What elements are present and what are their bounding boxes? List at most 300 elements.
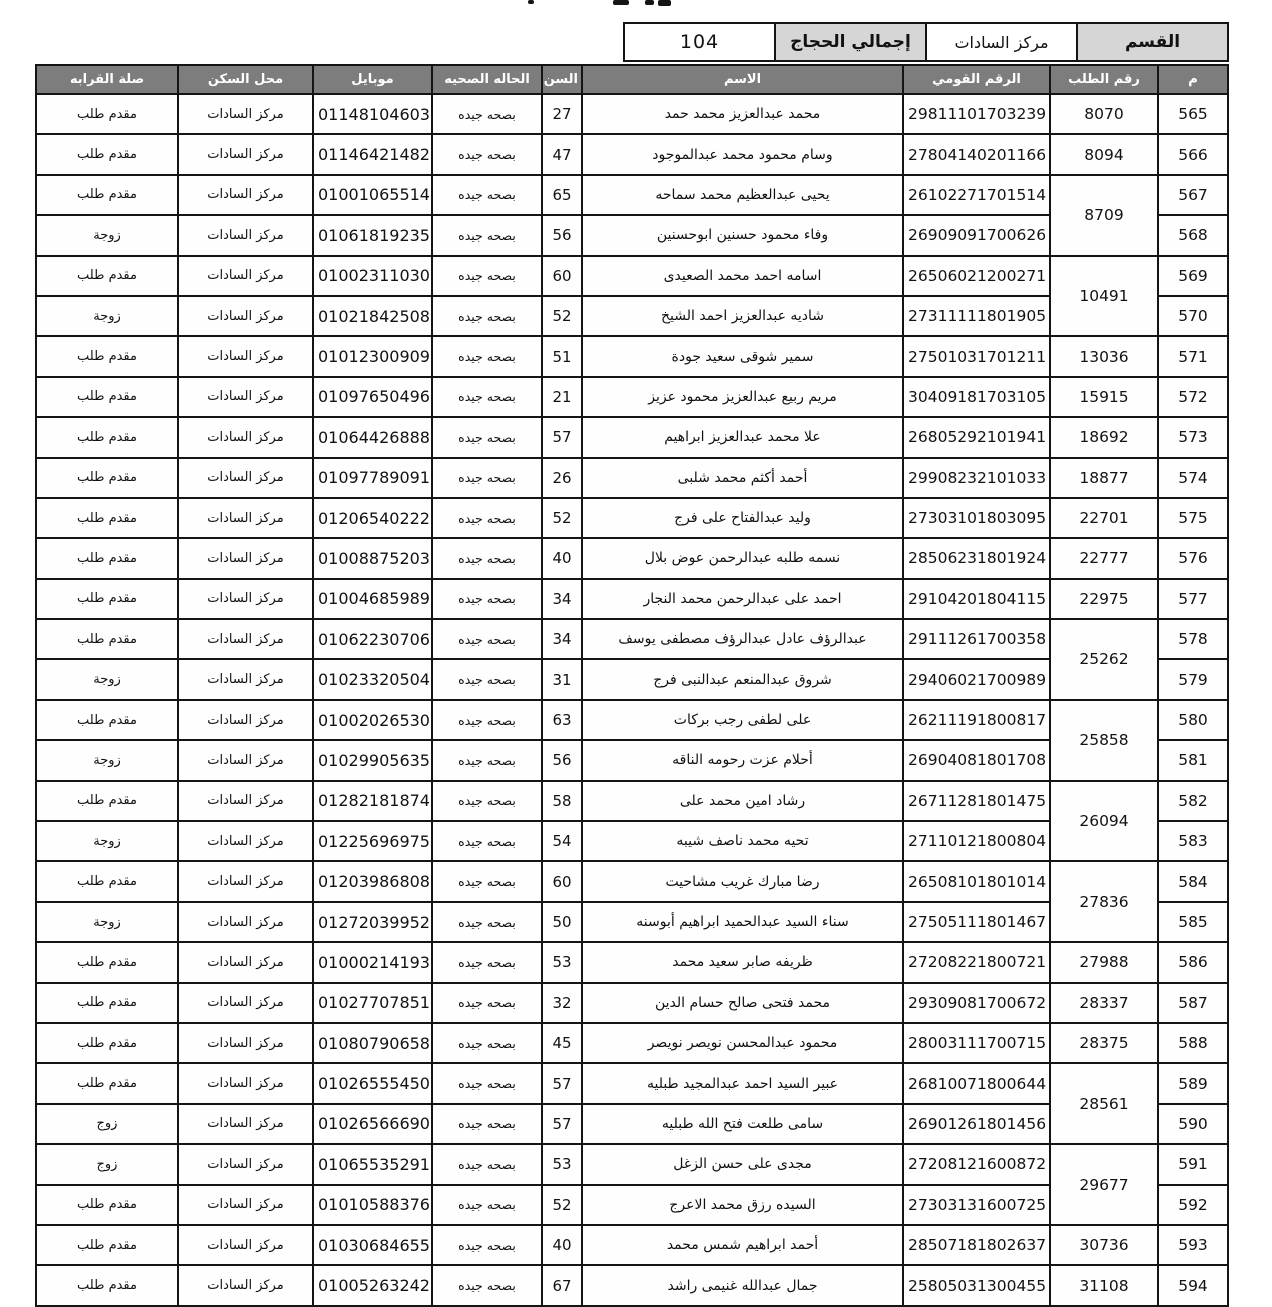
cell-national_id: 26909091700626 <box>903 215 1050 255</box>
cell-no: 572 <box>1158 377 1228 417</box>
cell-no: 577 <box>1158 579 1228 619</box>
cell-name: محمود عبدالمحسن نويصر نويصر <box>582 1023 903 1063</box>
cell-national_id: 29111261700358 <box>903 619 1050 659</box>
cell-age: 54 <box>542 821 582 861</box>
cell-mobile: 01064426888 <box>313 417 432 457</box>
cell-name: محمد فتحى صالح حسام الدين <box>582 983 903 1023</box>
table-row <box>36 1144 1228 1184</box>
cell-age: 47 <box>542 134 582 174</box>
cell-mobile: 01012300909 <box>313 336 432 376</box>
cell-health: بصحه جيده <box>432 902 542 942</box>
cell-health: بصحه جيده <box>432 1185 542 1225</box>
cell-mobile: 01002311030 <box>313 256 432 296</box>
cell-mobile: 01061819235 <box>313 215 432 255</box>
cell-relation: زوجة <box>36 659 178 699</box>
cell-name: سناء السيد عبدالحميد ابراهيم أبوسنه <box>582 902 903 942</box>
cell-national_id: 30409181703105 <box>903 377 1050 417</box>
pilgrims-table <box>35 64 1229 1307</box>
cell-health: بصحه جيده <box>432 94 542 134</box>
cell-mobile: 01206540222 <box>313 498 432 538</box>
cell-age: 58 <box>542 781 582 821</box>
cell-health: بصحه جيده <box>432 1104 542 1144</box>
cell-relation: مقدم طلب <box>36 458 178 498</box>
cell-request: 8070 <box>1050 94 1158 134</box>
cell-national_id: 28507181802637 <box>903 1225 1050 1265</box>
cell-no: 574 <box>1158 458 1228 498</box>
cell-mobile: 01062230706 <box>313 619 432 659</box>
cell-residence: مركز السادات <box>178 296 313 336</box>
table-row <box>36 336 1228 376</box>
cell-mobile: 01004685989 <box>313 579 432 619</box>
cell-relation: مقدم طلب <box>36 861 178 901</box>
cell-age: 27 <box>542 94 582 134</box>
cell-residence: مركز السادات <box>178 1023 313 1063</box>
cell-mobile: 01023320504 <box>313 659 432 699</box>
cell-national_id: 27110121800804 <box>903 821 1050 861</box>
cell-request: 25262 <box>1050 619 1158 700</box>
cell-name: أحلام عزت رحومه الناقه <box>582 740 903 780</box>
cell-request: 22777 <box>1050 538 1158 578</box>
cell-age: 57 <box>542 1104 582 1144</box>
cell-relation: مقدم طلب <box>36 1185 178 1225</box>
cell-relation: مقدم طلب <box>36 1265 178 1305</box>
cell-age: 60 <box>542 256 582 296</box>
cell-age: 57 <box>542 417 582 457</box>
cell-national_id: 27303131600725 <box>903 1185 1050 1225</box>
cell-health: بصحه جيده <box>432 781 542 821</box>
cell-national_id: 27208221800721 <box>903 942 1050 982</box>
cell-age: 26 <box>542 458 582 498</box>
cell-health: بصحه جيده <box>432 740 542 780</box>
cell-national_id: 27303101803095 <box>903 498 1050 538</box>
cell-age: 63 <box>542 700 582 740</box>
cell-age: 50 <box>542 902 582 942</box>
cell-name: على لطفى رجب بركات <box>582 700 903 740</box>
table-row <box>36 1225 1228 1265</box>
cell-mobile: 01001065514 <box>313 175 432 215</box>
cell-name: شاديه عبدالعزيز احمد الشيخ <box>582 296 903 336</box>
cell-residence: مركز السادات <box>178 134 313 174</box>
cell-national_id: 26810071800644 <box>903 1063 1050 1103</box>
cell-health: بصحه جيده <box>432 538 542 578</box>
table-row <box>36 417 1228 457</box>
cell-no: 589 <box>1158 1063 1228 1103</box>
cell-age: 34 <box>542 579 582 619</box>
cell-request: 25858 <box>1050 700 1158 781</box>
cell-name: سامى طلعت فتح الله طبليه <box>582 1104 903 1144</box>
cell-mobile: 01203986808 <box>313 861 432 901</box>
cell-age: 52 <box>542 498 582 538</box>
cell-no: 590 <box>1158 1104 1228 1144</box>
cell-no: 579 <box>1158 659 1228 699</box>
cell-residence: مركز السادات <box>178 256 313 296</box>
table-row <box>36 1185 1228 1225</box>
table-row <box>36 983 1228 1023</box>
cell-national_id: 26102271701514 <box>903 175 1050 215</box>
cell-age: 34 <box>542 619 582 659</box>
cell-request: 10491 <box>1050 256 1158 337</box>
cell-no: 594 <box>1158 1265 1228 1305</box>
cell-no: 584 <box>1158 861 1228 901</box>
cell-age: 21 <box>542 377 582 417</box>
cell-name: مجدى على حسن الزغل <box>582 1144 903 1184</box>
cell-no: 591 <box>1158 1144 1228 1184</box>
col-header-name: الاسم <box>582 65 903 94</box>
cell-relation: مقدم طلب <box>36 377 178 417</box>
cell-relation: مقدم طلب <box>36 619 178 659</box>
cell-no: 587 <box>1158 983 1228 1023</box>
cell-request: 28337 <box>1050 983 1158 1023</box>
table-header-row <box>36 65 1228 94</box>
cell-request: 22975 <box>1050 579 1158 619</box>
cell-name: سمير شوقى سعيد جودة <box>582 336 903 376</box>
cell-national_id: 27208121600872 <box>903 1144 1050 1184</box>
table-row <box>36 659 1228 699</box>
cell-health: بصحه جيده <box>432 377 542 417</box>
cell-mobile: 01026566690 <box>313 1104 432 1144</box>
cell-residence: مركز السادات <box>178 215 313 255</box>
cell-request: 8709 <box>1050 175 1158 256</box>
cell-mobile: 01021842508 <box>313 296 432 336</box>
cell-request: 27836 <box>1050 861 1158 942</box>
cell-name: جمال عبدالله غنيمى راشد <box>582 1265 903 1305</box>
cell-national_id: 28506231801924 <box>903 538 1050 578</box>
cell-request: 22701 <box>1050 498 1158 538</box>
table-row <box>36 1265 1228 1305</box>
cell-age: 52 <box>542 296 582 336</box>
cell-name: وفاء محمود حسنين ابوحسنين <box>582 215 903 255</box>
col-header-no: م <box>1158 65 1228 94</box>
cell-relation: زوجة <box>36 740 178 780</box>
cell-age: 40 <box>542 538 582 578</box>
cell-no: 571 <box>1158 336 1228 376</box>
cell-name: مريم ربيع عبدالعزيز محمود عزيز <box>582 377 903 417</box>
col-header-national_id: الرقم القومي <box>903 65 1050 94</box>
cell-health: بصحه جيده <box>432 1023 542 1063</box>
cell-request: 26094 <box>1050 781 1158 862</box>
cell-national_id: 26901261801456 <box>903 1104 1050 1144</box>
cell-national_id: 26805292101941 <box>903 417 1050 457</box>
cell-health: بصحه جيده <box>432 659 542 699</box>
table-row <box>36 296 1228 336</box>
cell-name: رشاد امين محمد على <box>582 781 903 821</box>
cell-relation: مقدم طلب <box>36 1063 178 1103</box>
cell-no: 581 <box>1158 740 1228 780</box>
cell-name: تحيه محمد ناصف شيبه <box>582 821 903 861</box>
cell-name: احمد على عبدالرحمن محمد النجار <box>582 579 903 619</box>
cell-request: 29677 <box>1050 1144 1158 1225</box>
cell-request: 27988 <box>1050 942 1158 982</box>
cell-residence: مركز السادات <box>178 781 313 821</box>
cell-relation: مقدم طلب <box>36 983 178 1023</box>
col-header-mobile: موبايل <box>313 65 432 94</box>
cell-national_id: 27501031701211 <box>903 336 1050 376</box>
table-row <box>36 781 1228 821</box>
cell-health: بصحه جيده <box>432 296 542 336</box>
cell-name: السيده رزق محمد الاعرج <box>582 1185 903 1225</box>
cell-health: بصحه جيده <box>432 619 542 659</box>
cell-health: بصحه جيده <box>432 821 542 861</box>
cell-mobile: 01000214193 <box>313 942 432 982</box>
cell-health: بصحه جيده <box>432 175 542 215</box>
cell-national_id: 29104201804115 <box>903 579 1050 619</box>
cell-mobile: 01097650496 <box>313 377 432 417</box>
cell-health: بصحه جيده <box>432 417 542 457</box>
cell-residence: مركز السادات <box>178 1063 313 1103</box>
cell-residence: مركز السادات <box>178 861 313 901</box>
cell-no: 588 <box>1158 1023 1228 1063</box>
cell-no: 583 <box>1158 821 1228 861</box>
cell-age: 31 <box>542 659 582 699</box>
cell-residence: مركز السادات <box>178 417 313 457</box>
cell-mobile: 01080790658 <box>313 1023 432 1063</box>
cell-health: بصحه جيده <box>432 579 542 619</box>
cell-name: اسامه احمد محمد الصعيدى <box>582 256 903 296</box>
cell-residence: مركز السادات <box>178 1265 313 1305</box>
cell-relation: مقدم طلب <box>36 1023 178 1063</box>
cell-residence: مركز السادات <box>178 458 313 498</box>
table-row <box>36 538 1228 578</box>
cell-relation: مقدم طلب <box>36 256 178 296</box>
cell-relation: مقدم طلب <box>36 579 178 619</box>
cell-mobile: 01225696975 <box>313 821 432 861</box>
cell-relation: مقدم طلب <box>36 700 178 740</box>
cell-relation: زوج <box>36 1144 178 1184</box>
table-row <box>36 821 1228 861</box>
cell-residence: مركز السادات <box>178 740 313 780</box>
cell-residence: مركز السادات <box>178 94 313 134</box>
cell-national_id: 25805031300455 <box>903 1265 1050 1305</box>
cell-no: 592 <box>1158 1185 1228 1225</box>
table-row <box>36 1023 1228 1063</box>
cell-name: عبير السيد احمد عبدالمجيد طبليه <box>582 1063 903 1103</box>
table-row <box>36 134 1228 174</box>
cell-health: بصحه جيده <box>432 336 542 376</box>
cell-request: 13036 <box>1050 336 1158 376</box>
cell-age: 52 <box>542 1185 582 1225</box>
cell-no: 593 <box>1158 1225 1228 1265</box>
cell-residence: مركز السادات <box>178 538 313 578</box>
cell-relation: زوجة <box>36 902 178 942</box>
cell-no: 575 <box>1158 498 1228 538</box>
cell-residence: مركز السادات <box>178 1225 313 1265</box>
col-header-relation: صلة القرابه <box>36 65 178 94</box>
cell-health: بصحه جيده <box>432 134 542 174</box>
col-header-request: رقم الطلب <box>1050 65 1158 94</box>
table-row <box>36 215 1228 255</box>
cell-age: 57 <box>542 1063 582 1103</box>
cell-age: 51 <box>542 336 582 376</box>
cutoff-title-fragment <box>658 0 671 6</box>
cell-relation: مقدم طلب <box>36 336 178 376</box>
cell-no: 586 <box>1158 942 1228 982</box>
cell-health: بصحه جيده <box>432 1063 542 1103</box>
cell-age: 60 <box>542 861 582 901</box>
table-row <box>36 94 1228 134</box>
cell-name: يحيى عبدالعظيم محمد سماحه <box>582 175 903 215</box>
cell-mobile: 01008875203 <box>313 538 432 578</box>
cell-mobile: 01026555450 <box>313 1063 432 1103</box>
cell-residence: مركز السادات <box>178 1185 313 1225</box>
cell-mobile: 01005263242 <box>313 1265 432 1305</box>
table-row <box>36 175 1228 215</box>
cell-health: بصحه جيده <box>432 215 542 255</box>
cell-health: بصحه جيده <box>432 498 542 538</box>
cell-health: بصحه جيده <box>432 458 542 498</box>
cell-age: 32 <box>542 983 582 1023</box>
cell-no: 566 <box>1158 134 1228 174</box>
cell-health: بصحه جيده <box>432 1225 542 1265</box>
cell-no: 573 <box>1158 417 1228 457</box>
cell-health: بصحه جيده <box>432 942 542 982</box>
table-row <box>36 458 1228 498</box>
cell-name: شروق عبدالمنعم عبدالنبى فرج <box>582 659 903 699</box>
cell-residence: مركز السادات <box>178 700 313 740</box>
cell-relation: مقدم طلب <box>36 175 178 215</box>
cell-name: رضا مبارك غريب مشاحيت <box>582 861 903 901</box>
table-row <box>36 377 1228 417</box>
cell-request: 8094 <box>1050 134 1158 174</box>
cell-relation: مقدم طلب <box>36 781 178 821</box>
cell-relation: زوج <box>36 1104 178 1144</box>
cell-no: 570 <box>1158 296 1228 336</box>
cell-no: 582 <box>1158 781 1228 821</box>
cell-health: بصحه جيده <box>432 700 542 740</box>
cell-name: نسمه طلبه عبدالرحمن عوض بلال <box>582 538 903 578</box>
cell-age: 45 <box>542 1023 582 1063</box>
cell-national_id: 29406021700989 <box>903 659 1050 699</box>
cell-national_id: 28003111700715 <box>903 1023 1050 1063</box>
table-row <box>36 1104 1228 1144</box>
cell-mobile: 01030684655 <box>313 1225 432 1265</box>
cell-age: 40 <box>542 1225 582 1265</box>
cell-mobile: 01272039952 <box>313 902 432 942</box>
table-row <box>36 256 1228 296</box>
cell-request: 28561 <box>1050 1063 1158 1144</box>
cell-name: ظريفه صابر سعيد محمد <box>582 942 903 982</box>
cutoff-title-fragment <box>528 0 534 4</box>
col-header-residence: محل السكن <box>178 65 313 94</box>
cell-relation: مقدم طلب <box>36 94 178 134</box>
cell-relation: زوجة <box>36 821 178 861</box>
cell-national_id: 26211191800817 <box>903 700 1050 740</box>
cell-relation: زوجة <box>36 215 178 255</box>
cell-age: 56 <box>542 215 582 255</box>
table-row <box>36 740 1228 780</box>
cell-mobile: 01146421482 <box>313 134 432 174</box>
cell-no: 567 <box>1158 175 1228 215</box>
cell-relation: مقدم طلب <box>36 1225 178 1265</box>
table-row <box>36 619 1228 659</box>
cell-national_id: 29811101703239 <box>903 94 1050 134</box>
total-pilgrims-label: إجمالي الحجاج <box>776 24 927 60</box>
cell-mobile: 01282181874 <box>313 781 432 821</box>
cell-residence: مركز السادات <box>178 619 313 659</box>
cell-relation: زوجة <box>36 296 178 336</box>
cell-health: بصحه جيده <box>432 983 542 1023</box>
cell-age: 56 <box>542 740 582 780</box>
cell-no: 565 <box>1158 94 1228 134</box>
cell-national_id: 26711281801475 <box>903 781 1050 821</box>
cell-health: بصحه جيده <box>432 256 542 296</box>
table-row <box>36 1063 1228 1103</box>
cell-national_id: 26506021200271 <box>903 256 1050 296</box>
cell-name: محمد عبدالعزيز محمد حمد <box>582 94 903 134</box>
cell-mobile: 01097789091 <box>313 458 432 498</box>
cell-residence: مركز السادات <box>178 498 313 538</box>
cell-national_id: 29908232101033 <box>903 458 1050 498</box>
cell-no: 585 <box>1158 902 1228 942</box>
table-row <box>36 498 1228 538</box>
col-header-age: السن <box>542 65 582 94</box>
cell-mobile: 01002026530 <box>313 700 432 740</box>
cell-residence: مركز السادات <box>178 942 313 982</box>
cell-residence: مركز السادات <box>178 983 313 1023</box>
cell-no: 569 <box>1158 256 1228 296</box>
cell-health: بصحه جيده <box>432 861 542 901</box>
cell-name: أحمد أكثم محمد شلبى <box>582 458 903 498</box>
cell-relation: مقدم طلب <box>36 942 178 982</box>
cell-residence: مركز السادات <box>178 902 313 942</box>
cell-national_id: 26904081801708 <box>903 740 1050 780</box>
cell-residence: مركز السادات <box>178 579 313 619</box>
cell-national_id: 26508101801014 <box>903 861 1050 901</box>
cell-age: 67 <box>542 1265 582 1305</box>
cell-age: 53 <box>542 1144 582 1184</box>
cell-request: 30736 <box>1050 1225 1158 1265</box>
cell-request: 18877 <box>1050 458 1158 498</box>
cell-national_id: 29309081700672 <box>903 983 1050 1023</box>
cell-national_id: 27804140201166 <box>903 134 1050 174</box>
cutoff-title-fragment <box>645 0 654 5</box>
cell-health: بصحه جيده <box>432 1265 542 1305</box>
table-row <box>36 942 1228 982</box>
department-value: مركز السادات <box>927 24 1078 60</box>
cell-relation: مقدم طلب <box>36 538 178 578</box>
cell-name: علا محمد عبدالعزيز ابراهيم <box>582 417 903 457</box>
cell-mobile: 01010588376 <box>313 1185 432 1225</box>
cell-relation: مقدم طلب <box>36 134 178 174</box>
cell-request: 28375 <box>1050 1023 1158 1063</box>
cell-relation: مقدم طلب <box>36 498 178 538</box>
cell-age: 53 <box>542 942 582 982</box>
cell-name: وسام محمود محمد عبدالموجود <box>582 134 903 174</box>
table-row <box>36 902 1228 942</box>
cell-name: عبدالرؤف عادل عبدالرؤف مصطفى يوسف <box>582 619 903 659</box>
cell-residence: مركز السادات <box>178 1144 313 1184</box>
cell-residence: مركز السادات <box>178 821 313 861</box>
cell-residence: مركز السادات <box>178 659 313 699</box>
cell-residence: مركز السادات <box>178 175 313 215</box>
cell-name: أحمد ابراهيم شمس محمد <box>582 1225 903 1265</box>
cell-request: 31108 <box>1050 1265 1158 1305</box>
cell-no: 568 <box>1158 215 1228 255</box>
table-row <box>36 579 1228 619</box>
col-header-health: الحاله الصحيه <box>432 65 542 94</box>
cell-health: بصحه جيده <box>432 1144 542 1184</box>
department-label: القسم <box>1078 24 1227 60</box>
cell-mobile: 01148104603 <box>313 94 432 134</box>
cell-no: 580 <box>1158 700 1228 740</box>
cell-name: وليد عبدالفتاح على فرج <box>582 498 903 538</box>
cell-residence: مركز السادات <box>178 1104 313 1144</box>
cell-mobile: 01065535291 <box>313 1144 432 1184</box>
total-pilgrims-value: 104 <box>625 24 776 60</box>
cutoff-title-fragment <box>613 0 629 5</box>
table-row <box>36 861 1228 901</box>
summary-bar <box>623 22 1229 62</box>
cell-national_id: 27311111801905 <box>903 296 1050 336</box>
